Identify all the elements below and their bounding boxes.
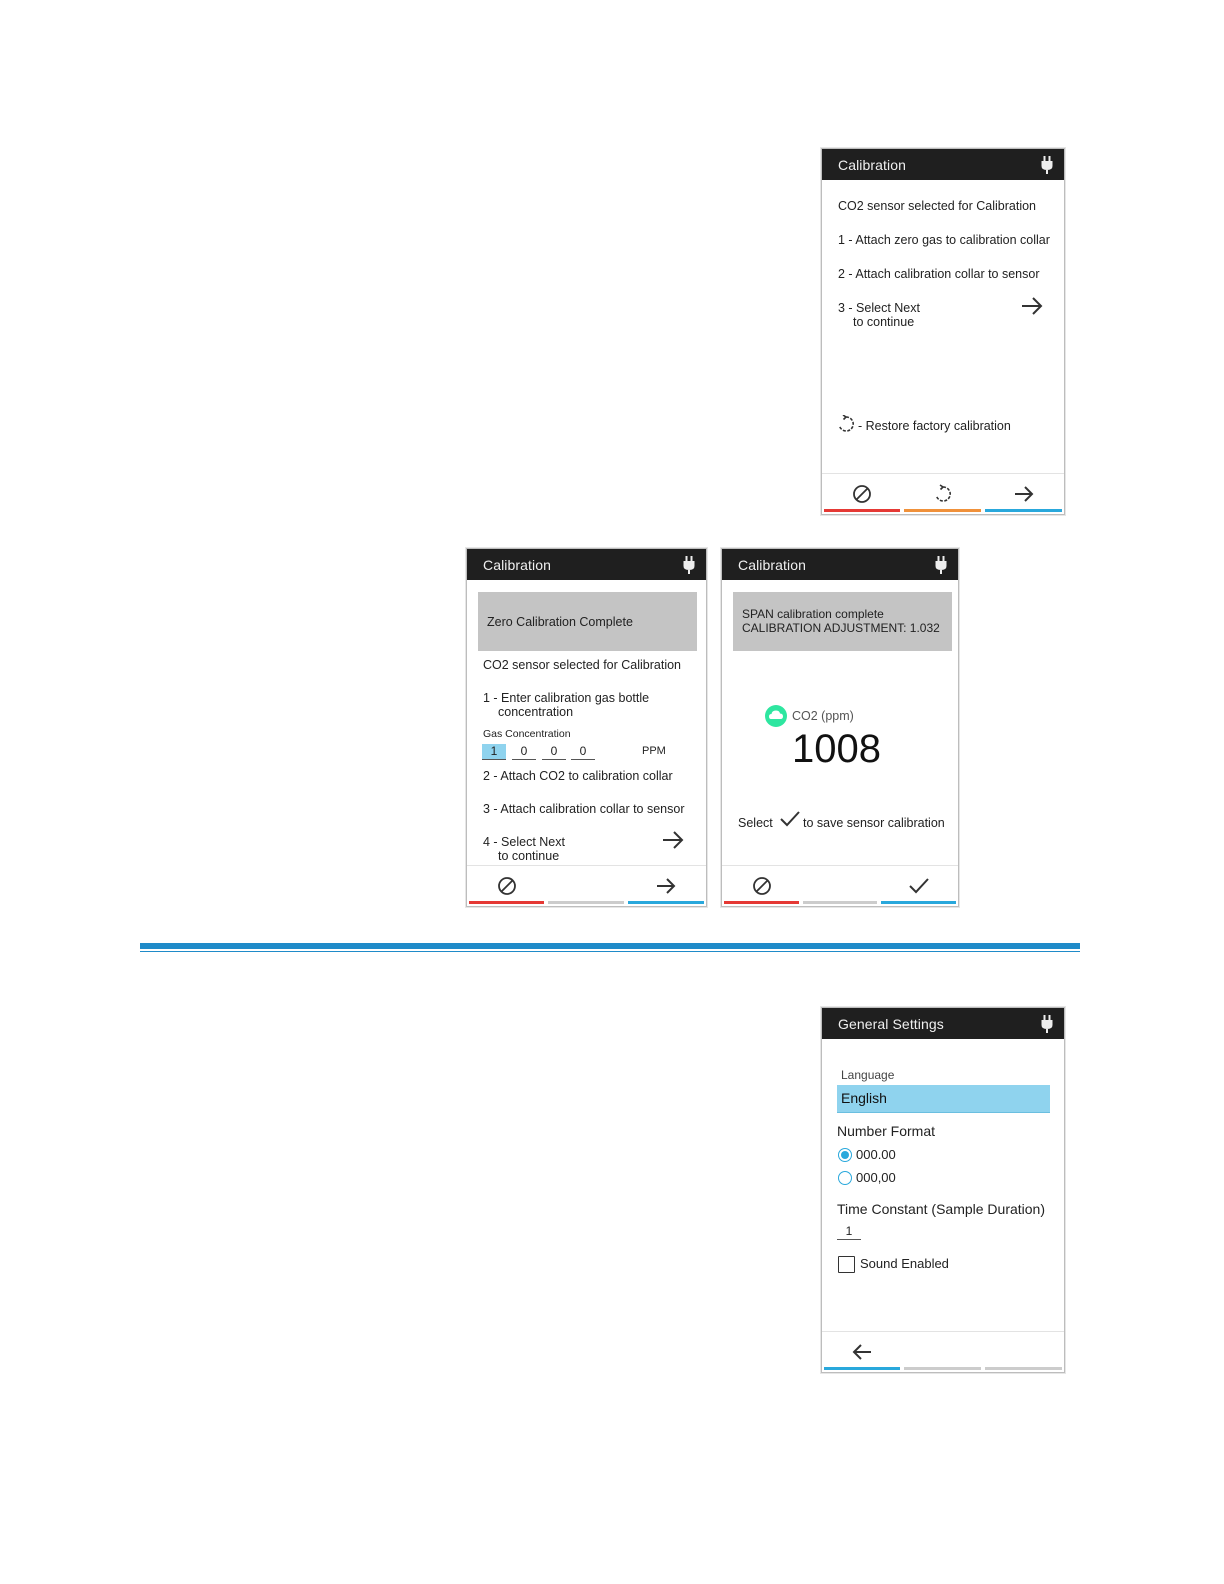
empty-slot [801, 866, 879, 906]
time-constant-label: Time Constant (Sample Duration) [837, 1201, 1046, 1217]
screen-title: General Settings [838, 1016, 944, 1032]
reading-label: CO2 (ppm) [792, 709, 854, 723]
unit-label: PPM [642, 745, 666, 757]
format-option-2: 000,00 [856, 1170, 896, 1185]
save-suffix-text: to save sensor calibration [803, 816, 945, 830]
title-bar [467, 549, 706, 580]
empty-slot [902, 1332, 983, 1372]
save-accent-line [881, 901, 956, 904]
step-3-line-2: to continue [853, 315, 915, 329]
back-button[interactable] [822, 1332, 902, 1372]
step-2-text: 2 - Attach CO2 to calibration collar [483, 769, 673, 783]
next-button[interactable] [626, 866, 706, 906]
digit-field-4[interactable]: 0 [571, 744, 595, 760]
cancel-button[interactable] [467, 866, 546, 906]
back-accent-line [824, 1367, 900, 1370]
inactive-accent-line [904, 1367, 981, 1370]
calibration-screen-zero [821, 148, 1065, 515]
restore-factory-text: - Restore factory calibration [858, 419, 1011, 433]
inactive-accent-line [985, 1367, 1062, 1370]
step-1-line-2: concentration [498, 705, 574, 719]
step-4-line-2: to continue [498, 849, 560, 863]
language-select[interactable] [837, 1085, 1050, 1113]
step-3-line-1: 3 - Select Next [838, 301, 920, 315]
calibration-screen-span-entry [466, 548, 707, 907]
step-1-text: 1 - Attach zero gas to calibration collar [838, 233, 1050, 247]
inactive-accent-line [548, 901, 624, 904]
screen-title: Calibration [838, 157, 907, 173]
span-complete-banner [733, 592, 952, 651]
bottom-action-bar [822, 1331, 1064, 1372]
arrow-left-icon [851, 1341, 873, 1363]
bottom-action-bar [467, 865, 706, 906]
gas-concentration-label: Gas Concentration [483, 728, 571, 740]
banner-line-2: CALIBRATION ADJUSTMENT: 1.032 [742, 621, 940, 635]
digit-field-1[interactable]: 1 [482, 744, 506, 760]
restore-accent-line [904, 509, 981, 512]
zero-complete-banner [478, 592, 697, 651]
save-prefix-text: Select [738, 816, 773, 830]
inactive-accent-line [803, 901, 877, 904]
digit-field-3[interactable]: 0 [542, 744, 566, 760]
arrow-right-icon [1013, 483, 1035, 505]
restore-icon [932, 483, 954, 505]
arrow-right-icon [655, 875, 677, 897]
general-settings-screen [821, 1007, 1065, 1373]
step-1-text [483, 691, 649, 719]
plug-icon [1040, 1015, 1054, 1033]
cancel-accent-line [724, 901, 799, 904]
section-divider-thin [140, 951, 1080, 952]
bottom-action-bar [822, 473, 1064, 514]
radio-format-comma[interactable] [838, 1171, 852, 1185]
screen-title: Calibration [738, 557, 807, 573]
radio-format-dot[interactable] [838, 1148, 852, 1162]
language-value: English [841, 1090, 887, 1106]
plug-icon [1040, 156, 1054, 174]
step-3-text [838, 301, 920, 329]
step-2-text: 2 - Attach calibration collar to sensor [838, 267, 1040, 281]
empty-slot [546, 866, 626, 906]
language-label: Language [841, 1068, 895, 1082]
cancel-accent-line [824, 509, 900, 512]
digit-field-2[interactable]: 0 [512, 744, 536, 760]
title-bar [722, 549, 958, 580]
cancel-icon [851, 483, 873, 505]
format-option-1: 000.00 [856, 1147, 896, 1162]
sensor-selected-text: CO2 sensor selected for Calibration [838, 199, 1037, 213]
sensor-selected-text: CO2 sensor selected for Calibration [483, 658, 682, 672]
title-bar [822, 149, 1064, 180]
next-button[interactable] [983, 474, 1064, 514]
step-1-line-1: 1 - Enter calibration gas bottle [483, 691, 650, 705]
cancel-button[interactable] [722, 866, 801, 906]
sound-enabled-label: Sound Enabled [860, 1256, 949, 1271]
step-4-text [483, 835, 565, 863]
number-format-label: Number Format [837, 1123, 936, 1139]
calibration-screen-span-complete [721, 548, 959, 907]
next-accent-line [628, 901, 704, 904]
title-bar [822, 1008, 1064, 1039]
step-4-line-1: 4 - Select Next [483, 835, 565, 849]
plug-icon [682, 556, 696, 574]
cancel-accent-line [469, 901, 544, 904]
save-button[interactable] [879, 866, 958, 906]
checkmark-icon [779, 810, 801, 828]
banner-text [742, 607, 940, 635]
cancel-icon [496, 875, 518, 897]
next-arrow-icon[interactable] [1020, 296, 1044, 316]
banner-line-1: SPAN calibration complete [742, 607, 884, 621]
next-accent-line [985, 509, 1062, 512]
sensor-cloud-icon [764, 704, 790, 728]
step-3-text: 3 - Attach calibration collar to sensor [483, 802, 685, 816]
bottom-action-bar [722, 865, 958, 906]
cancel-icon [751, 875, 773, 897]
checkmark-icon [908, 875, 930, 897]
empty-slot [983, 1332, 1064, 1372]
banner-text: Zero Calibration Complete [487, 615, 633, 629]
plug-icon [934, 556, 948, 574]
screen-title: Calibration [483, 557, 552, 573]
restore-button[interactable] [902, 474, 983, 514]
cancel-button[interactable] [822, 474, 902, 514]
restore-icon [837, 415, 855, 433]
next-arrow-icon[interactable] [661, 830, 685, 850]
section-divider [140, 943, 1080, 949]
reading-value: 1008 [792, 727, 881, 771]
sound-enabled-checkbox[interactable] [838, 1256, 855, 1273]
time-constant-input[interactable]: 1 [837, 1224, 861, 1240]
